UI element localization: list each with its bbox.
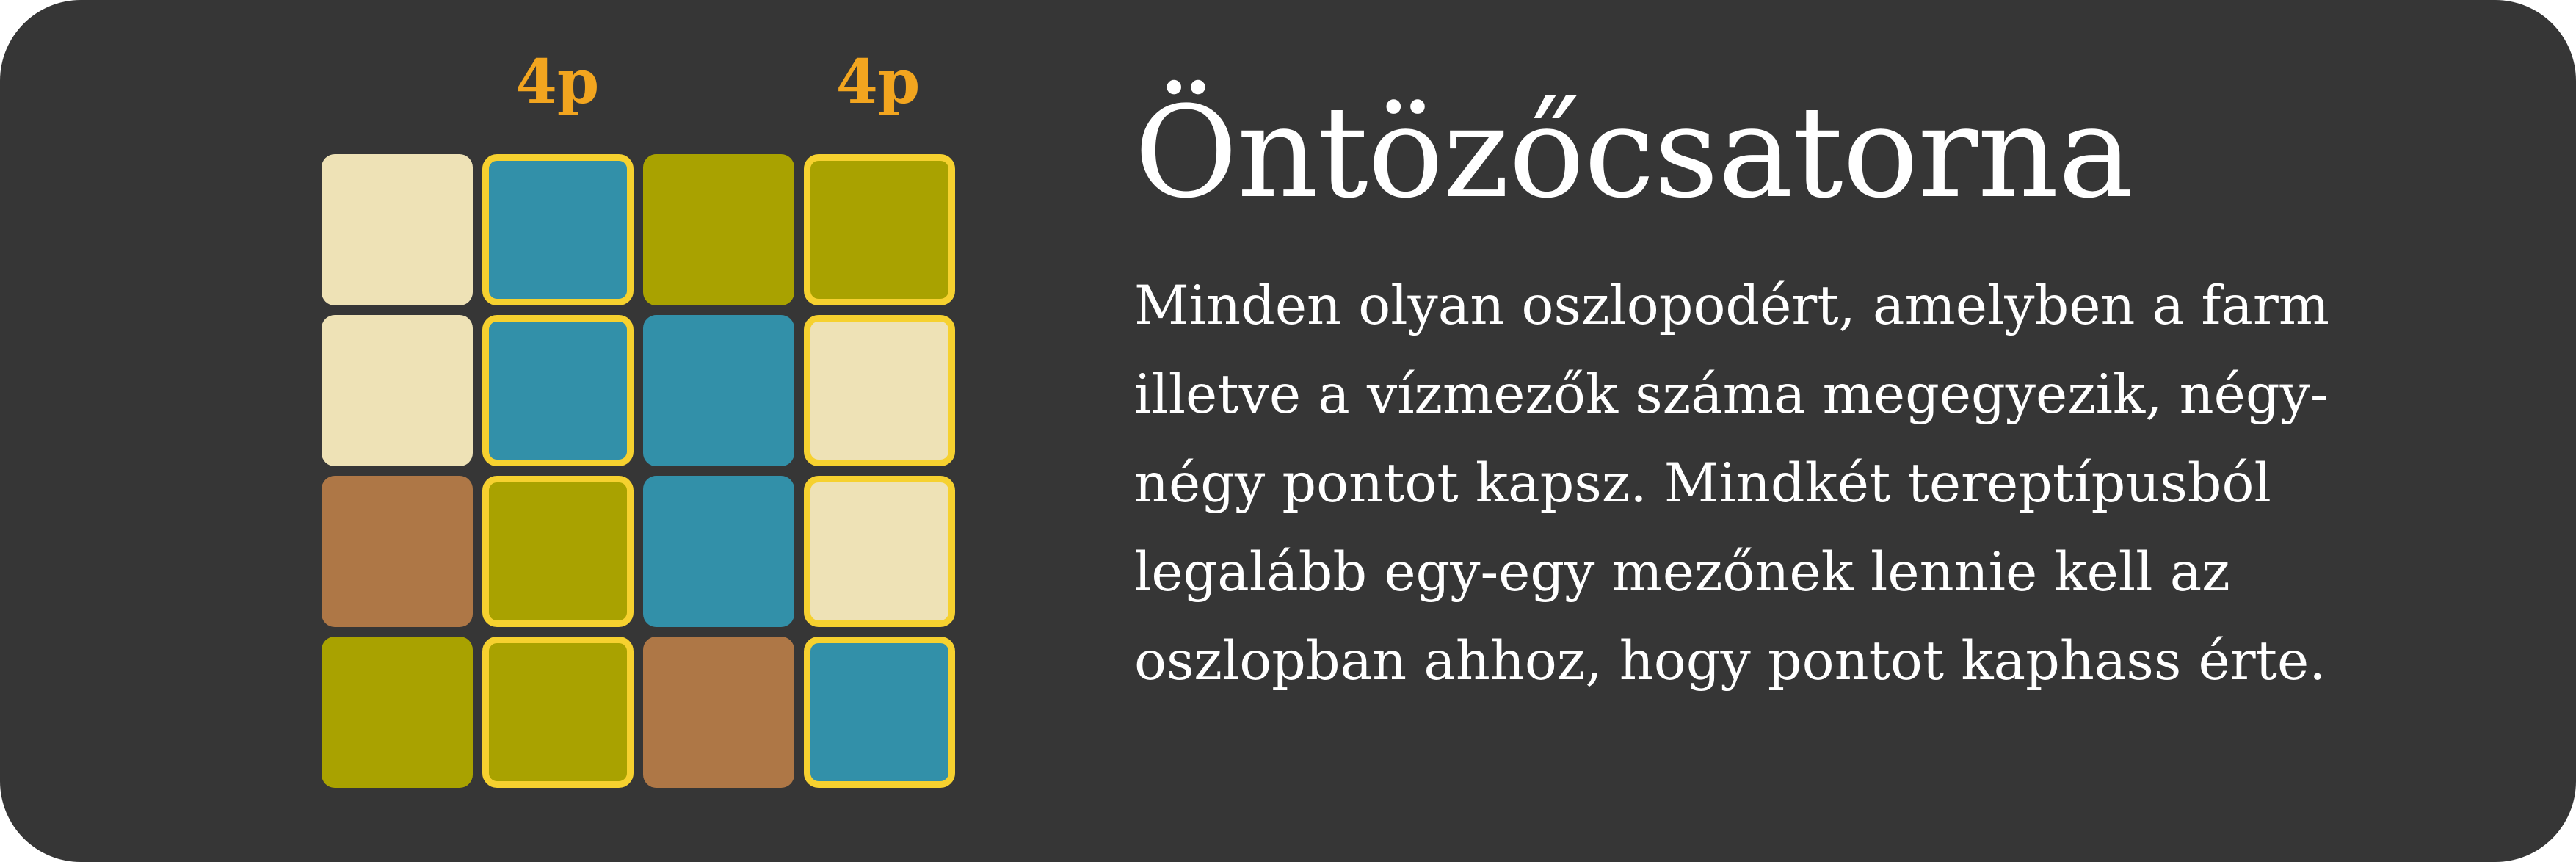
terrain-tile-water [643, 315, 794, 466]
card-description [1134, 261, 2412, 706]
terrain-tile-water [643, 476, 794, 627]
terrain-tile-water [804, 637, 955, 788]
terrain-tile-water [482, 154, 634, 305]
terrain-tile-farm [804, 154, 955, 305]
card-title: Öntözőcsatorna [1134, 79, 2133, 226]
score-label-column-4: 4p [835, 47, 921, 117]
terrain-tile-village [643, 637, 794, 788]
terrain-tile-farm [322, 637, 473, 788]
terrain-tile-farm [643, 154, 794, 305]
terrain-tile-water [482, 315, 634, 466]
score-label-column-2: 4p [515, 47, 600, 117]
terrain-tile-field [804, 476, 955, 627]
description-line: Minden olyan oszlopodért, amelyben a farm [1134, 275, 2330, 337]
example-grid [322, 154, 956, 789]
description-line: négy pontot kapsz. Mindkét tereptípusból [1134, 452, 2271, 515]
description-line: illetve a vízmezők száma megegyezik, négy- [1134, 363, 2329, 426]
terrain-tile-field [322, 154, 473, 305]
terrain-tile-farm [482, 476, 634, 627]
terrain-tile-field [804, 315, 955, 466]
terrain-tile-village [322, 476, 473, 627]
description-line: oszlopban ahhoz, hogy pontot kaphass érte. [1134, 630, 2326, 692]
description-line: legalább egy-egy mezőnek lennie kell az [1134, 541, 2230, 604]
terrain-tile-farm [482, 637, 634, 788]
terrain-tile-field [322, 315, 473, 466]
